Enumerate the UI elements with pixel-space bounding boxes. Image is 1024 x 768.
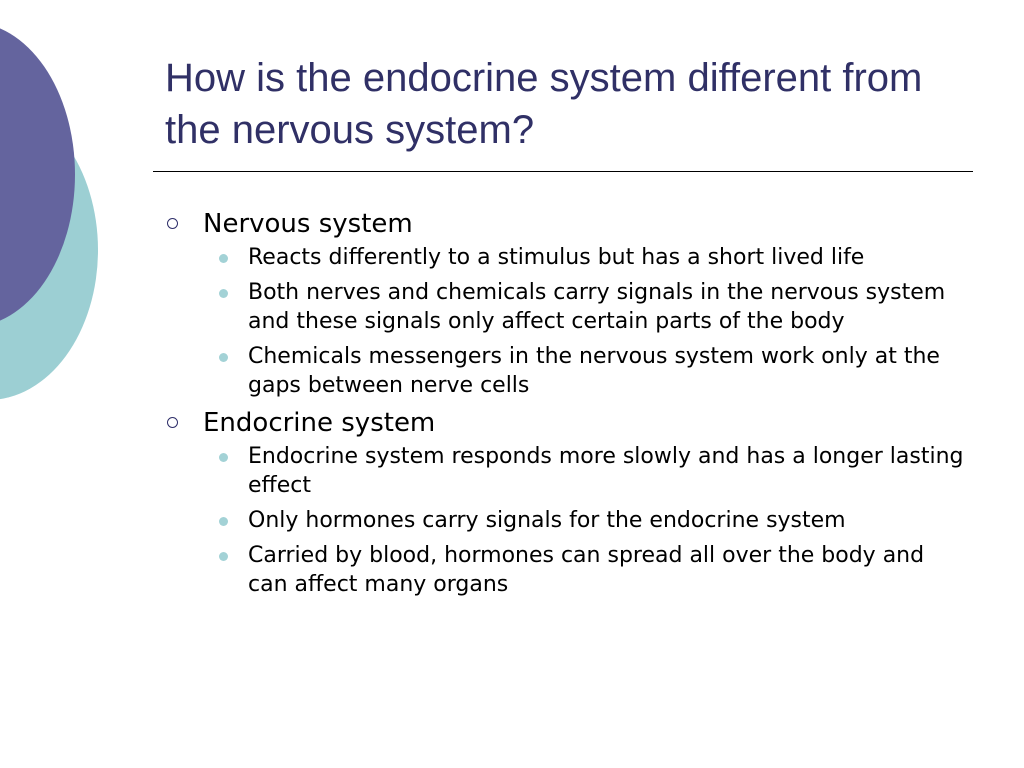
dot-bullet-icon bbox=[219, 353, 228, 362]
slide-body bbox=[166, 207, 976, 605]
dot-bullet-icon bbox=[219, 254, 228, 263]
bullet-item bbox=[166, 442, 976, 500]
dot-bullet-icon bbox=[219, 289, 228, 298]
dot-bullet-icon bbox=[219, 453, 228, 462]
bullet-item bbox=[166, 342, 976, 400]
bullet-list bbox=[166, 442, 976, 599]
bullet-text: Chemicals messengers in the nervous system work only at the gaps between nerve cells bbox=[248, 344, 940, 398]
bullet-item bbox=[166, 243, 976, 272]
bullet-text: Reacts differently to a stimulus but has a short lived life bbox=[248, 245, 865, 270]
ring-bullet-icon bbox=[167, 218, 178, 229]
section-heading-text: Nervous system bbox=[203, 209, 413, 239]
ring-bullet-icon bbox=[167, 417, 178, 428]
section-nervous-system bbox=[166, 207, 976, 400]
section-heading bbox=[166, 406, 976, 440]
section-heading bbox=[166, 207, 976, 241]
slide-title: How is the endocrine system different from the nervous system? bbox=[165, 56, 923, 152]
section-endocrine-system bbox=[166, 406, 976, 599]
dot-bullet-icon bbox=[219, 552, 228, 561]
bullet-text: Carried by blood, hormones can spread all over the body and can affect many organs bbox=[248, 543, 925, 597]
title-underline bbox=[153, 171, 973, 172]
bullet-list bbox=[166, 243, 976, 400]
bullet-item bbox=[166, 541, 976, 599]
dot-bullet-icon bbox=[219, 517, 228, 526]
bullet-text: Endocrine system responds more slowly and has a longer lasting effect bbox=[248, 444, 964, 498]
bullet-text: Both nerves and chemicals carry signals in the nervous system and these signals only affect certain parts of the body bbox=[248, 280, 946, 334]
bullet-text: Only hormones carry signals for the endocrine system bbox=[248, 508, 846, 533]
bullet-item bbox=[166, 278, 976, 336]
section-heading-text: Endocrine system bbox=[203, 408, 436, 438]
bullet-item bbox=[166, 506, 976, 535]
